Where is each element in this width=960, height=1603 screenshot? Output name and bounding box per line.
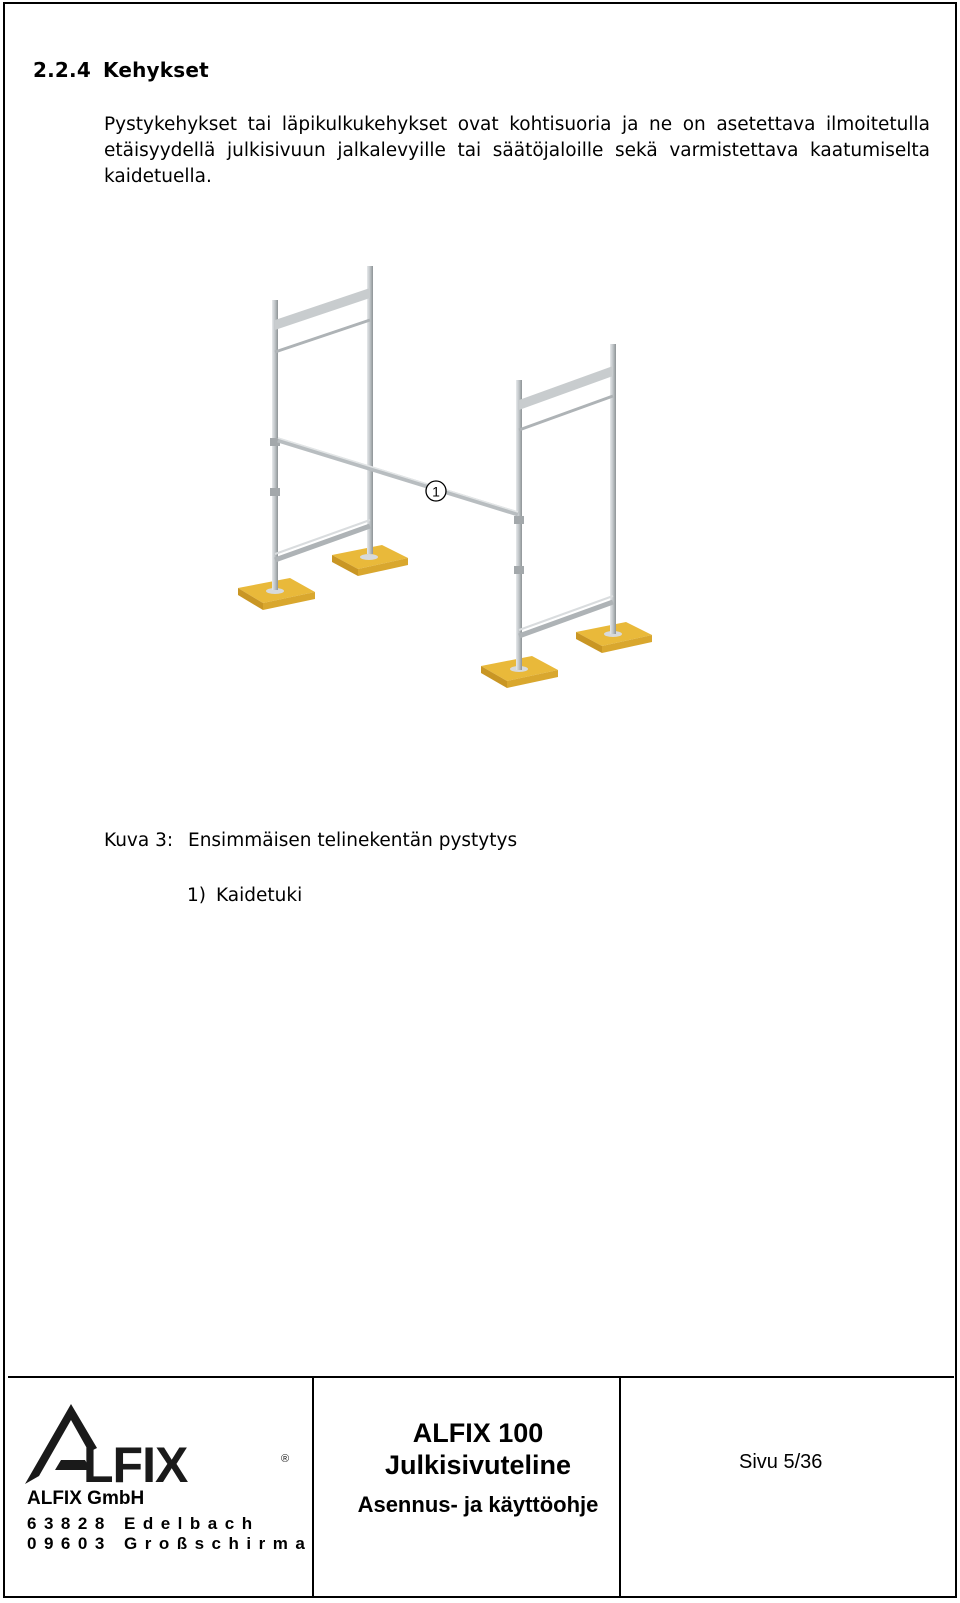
- svg-text:LFIX: LFIX: [83, 1437, 188, 1484]
- address-line-2: 09603 Großschirma: [27, 1534, 313, 1553]
- callout-number: 1: [432, 483, 440, 500]
- page-footer: [3, 1376, 957, 1598]
- caption-label: Kuva 3:: [104, 830, 174, 851]
- legend-text: Kaidetuki: [216, 885, 303, 906]
- page-frame: [3, 2, 957, 1598]
- scaffold-frames-illustration: [230, 262, 690, 712]
- footer-separator-1: [312, 1376, 314, 1598]
- figure-caption: [104, 830, 517, 851]
- right-frame: [514, 344, 616, 670]
- company-name: ALFIX GmbH: [27, 1488, 145, 1509]
- alfix-logo: [25, 1404, 295, 1484]
- legend-item: [187, 885, 302, 906]
- section-number: 2.2.4: [33, 58, 91, 82]
- svg-text:®: ®: [281, 1453, 290, 1465]
- product-name: ALFIX 100: [412, 1418, 544, 1448]
- body-paragraph: Pystykehykset tai läpikulkukehykset ovat kohtisuoria ja ne on asetettava ilmoitetulla etäisyydellä julkisivuun jalkalevyille tai säätöjaloille sekä varmistettava kaatumiselta kaidetuella.: [104, 114, 930, 187]
- footer-divider: [8, 1376, 954, 1378]
- section-heading: [33, 58, 209, 82]
- guardrail-brace: [278, 440, 518, 514]
- footer-separator-2: [619, 1376, 621, 1598]
- legend-number: 1): [187, 885, 206, 906]
- left-frame: [270, 266, 373, 590]
- section-title: Kehykset: [103, 58, 209, 82]
- document-type: Asennus- ja käyttöohje: [357, 1492, 599, 1517]
- caption-text: Ensimmäisen telinekentän pystytys: [188, 830, 518, 851]
- page-number: Sivu 5/36: [739, 1451, 823, 1473]
- product-type: Julkisivuteline: [384, 1450, 572, 1480]
- address-line-1: 63828 Edelbach: [27, 1514, 260, 1533]
